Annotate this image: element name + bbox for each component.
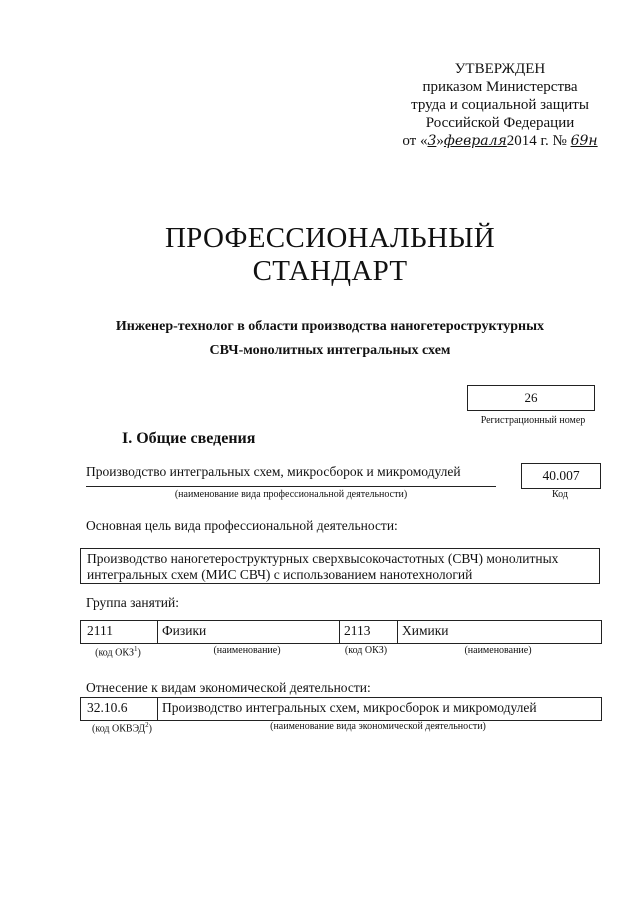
okz-code-caption-1: (код ОКЗ$^1$) — [95, 645, 141, 659]
approval-date-line: от «3»февраля2014 г. № 69н — [402, 133, 598, 149]
goal-text-line-1: Производство наногетероструктурных сверхвысокочастотных (СВЧ) монолитных — [87, 551, 559, 566]
subtitle-line-1: Инженер-технолог в области производства наногетероструктурных — [115, 319, 545, 334]
page-title — [80, 222, 580, 288]
goal-text-line-2: интегральных схем (МИС СВЧ) с использованием нанотехнологий — [87, 567, 473, 582]
occupations-table — [80, 620, 602, 644]
occupation-name-2: Химики — [397, 621, 601, 643]
occupation-code-1: 2111 — [87, 623, 113, 638]
okz-code-caption-2: (код ОКЗ) — [344, 645, 388, 656]
subtitle-line-2: СВЧ-монолитных интегральных схем — [209, 343, 451, 358]
activity-code-caption: Код — [552, 489, 568, 500]
goal-text-box — [80, 548, 600, 584]
okved-name-caption: (наименование вида экономической деятельности) — [270, 721, 486, 732]
goal-label: Основная цель вида профессиональной деятельности: — [86, 518, 398, 533]
economic-activity-label: Отнесение к видам экономической деятельности: — [86, 680, 371, 695]
occupation-name-1: Физики — [157, 621, 339, 643]
handwritten-month: февраля — [443, 133, 507, 149]
okved-code-caption: (код ОКВЭД$^2$) — [92, 721, 152, 735]
standard-subtitle — [70, 315, 590, 363]
activity-name-caption: (наименование вида профессиональной деятельности) — [174, 489, 408, 500]
handwritten-day: 3 — [427, 133, 437, 149]
registration-number-label: Регистрационный номер — [480, 415, 586, 426]
registration-number-box: 26 — [467, 385, 595, 411]
occupation-code-2: 2113 — [339, 621, 397, 643]
activity-name: Производство интегральных схем, микросборок и микромодулей — [86, 462, 496, 487]
title-line-1: ПРОФЕССИОНАЛЬНЫЙ — [164, 222, 496, 254]
okved-code: 32.10.6 — [87, 700, 128, 715]
approval-federation-line: Российской Федерации — [425, 115, 575, 131]
activity-code-box: 40.007 — [521, 463, 601, 489]
approval-order-line: приказом Министерства — [422, 79, 578, 95]
section-heading: I. Общие сведения — [122, 430, 256, 447]
approval-block — [395, 60, 605, 150]
title-line-2: СТАНДАРТ — [252, 255, 408, 287]
handwritten-order-number: 69н — [570, 133, 598, 149]
okz-name-caption-2: (наименование) — [464, 645, 532, 656]
economic-activity-table — [80, 697, 602, 721]
okved-name: Производство интегральных схем, микросборок и микромодулей — [157, 698, 601, 720]
approval-ministry-line: труда и социальной защиты — [411, 97, 589, 113]
approval-heading: УТВЕРЖДЕН — [454, 61, 546, 77]
occupations-label: Группа занятий: — [86, 595, 179, 610]
okz-name-caption-1: (наименование) — [213, 645, 281, 656]
